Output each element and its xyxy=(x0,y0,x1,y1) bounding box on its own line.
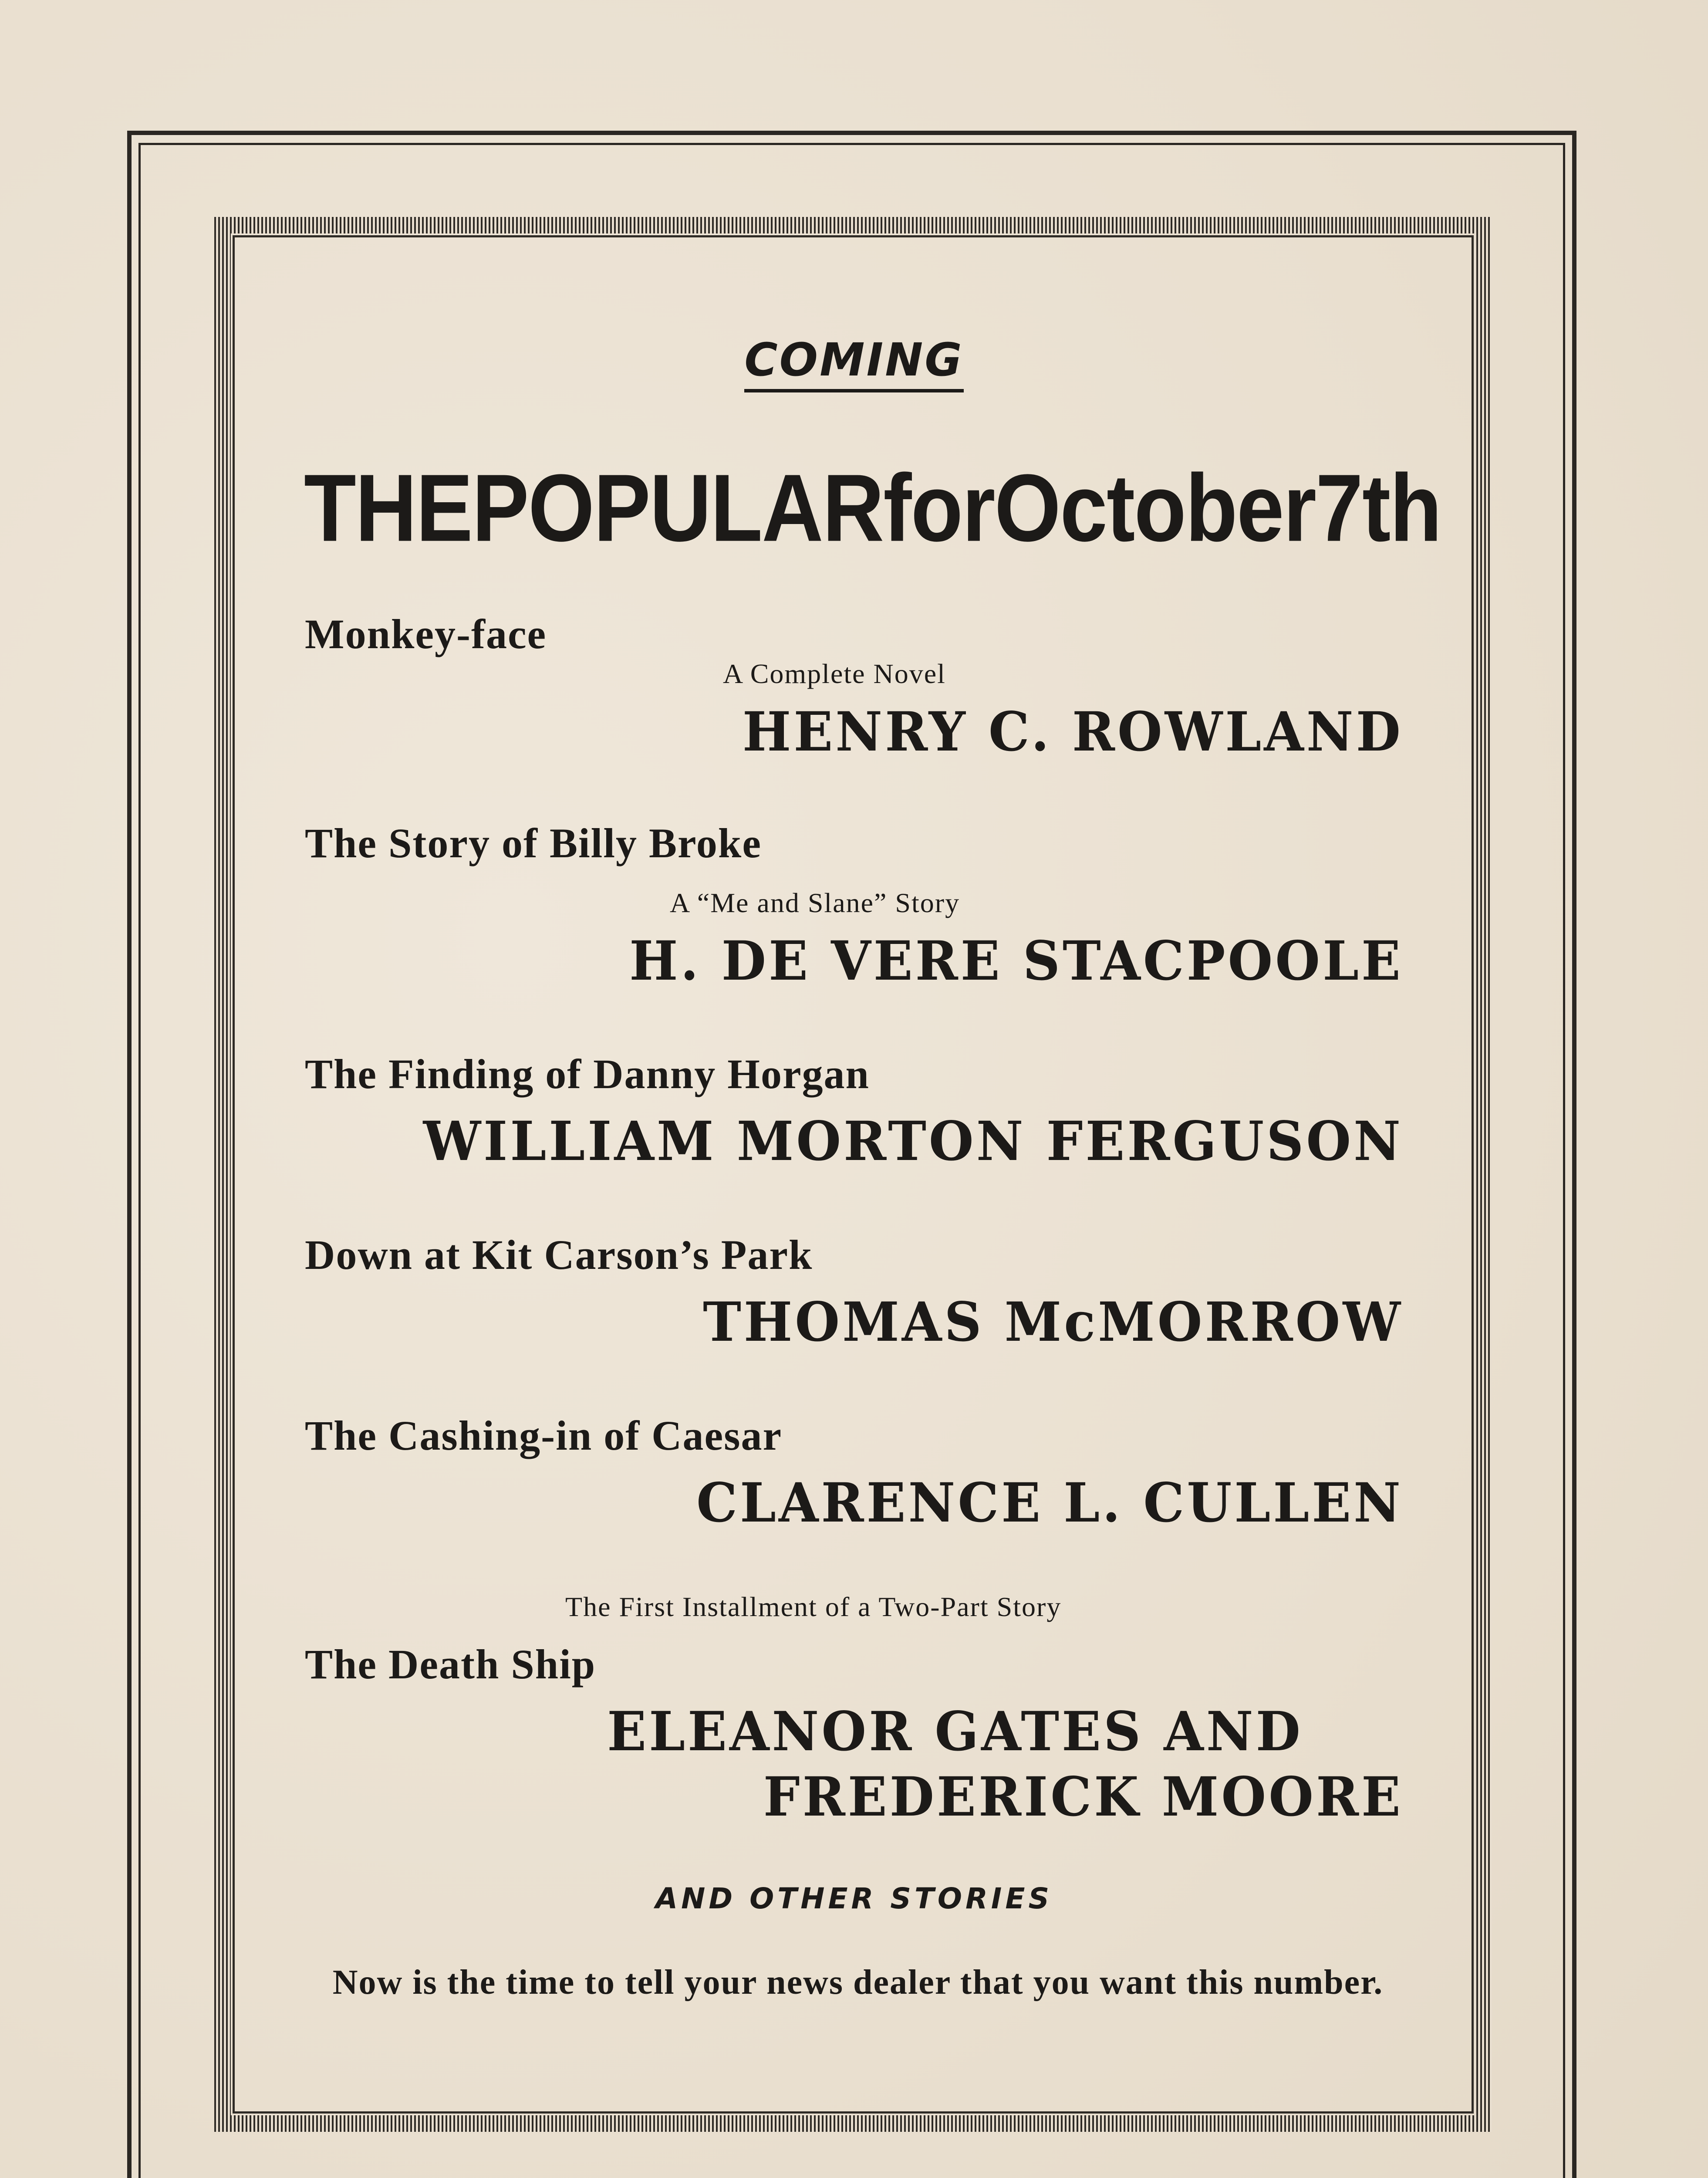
headline-word: THE xyxy=(304,454,472,561)
story-title: The Story of Billy Broke xyxy=(305,820,762,866)
story-title: The Cashing-in of Caesar xyxy=(305,1412,783,1459)
story-title: Down at Kit Carson’s Park xyxy=(305,1231,813,1278)
story-title: The Death Ship xyxy=(305,1641,596,1688)
story-author-line-1: ELEANOR GATES AND xyxy=(607,1699,1303,1763)
story-title: Monkey-face xyxy=(305,611,547,657)
story-subtitle: A Complete Novel xyxy=(723,658,946,689)
headline-word: for xyxy=(883,454,995,561)
closing-note: Now is the time to tell your news dealer that you want this number. xyxy=(332,1963,1384,2002)
story-subtitle: A “Me and Slane” Story xyxy=(670,887,960,918)
coming-heading: COMING xyxy=(0,333,1708,386)
headline-word: October xyxy=(994,454,1316,561)
other-stories: AND OTHER STORIES xyxy=(655,1882,1053,1915)
story-note: The First Installment of a Two-Part Story xyxy=(565,1591,1062,1622)
story-author: WILLIAM MORTON FERGUSON xyxy=(423,1109,1403,1173)
story-author: H. DE VERE STACPOOLE xyxy=(629,929,1403,993)
headline-word: 7th xyxy=(1316,454,1441,561)
story-author: HENRY C. ROWLAND xyxy=(742,700,1403,764)
story-author-line-2: FREDERICK MOORE xyxy=(763,1765,1403,1829)
headline xyxy=(304,453,1441,563)
headline-word: POPULAR xyxy=(472,454,884,561)
story-title: The Finding of Danny Horgan xyxy=(305,1051,870,1097)
story-author: CLARENCE L. CULLEN xyxy=(696,1471,1403,1535)
story-author: THOMAS McMORROW xyxy=(703,1290,1403,1354)
